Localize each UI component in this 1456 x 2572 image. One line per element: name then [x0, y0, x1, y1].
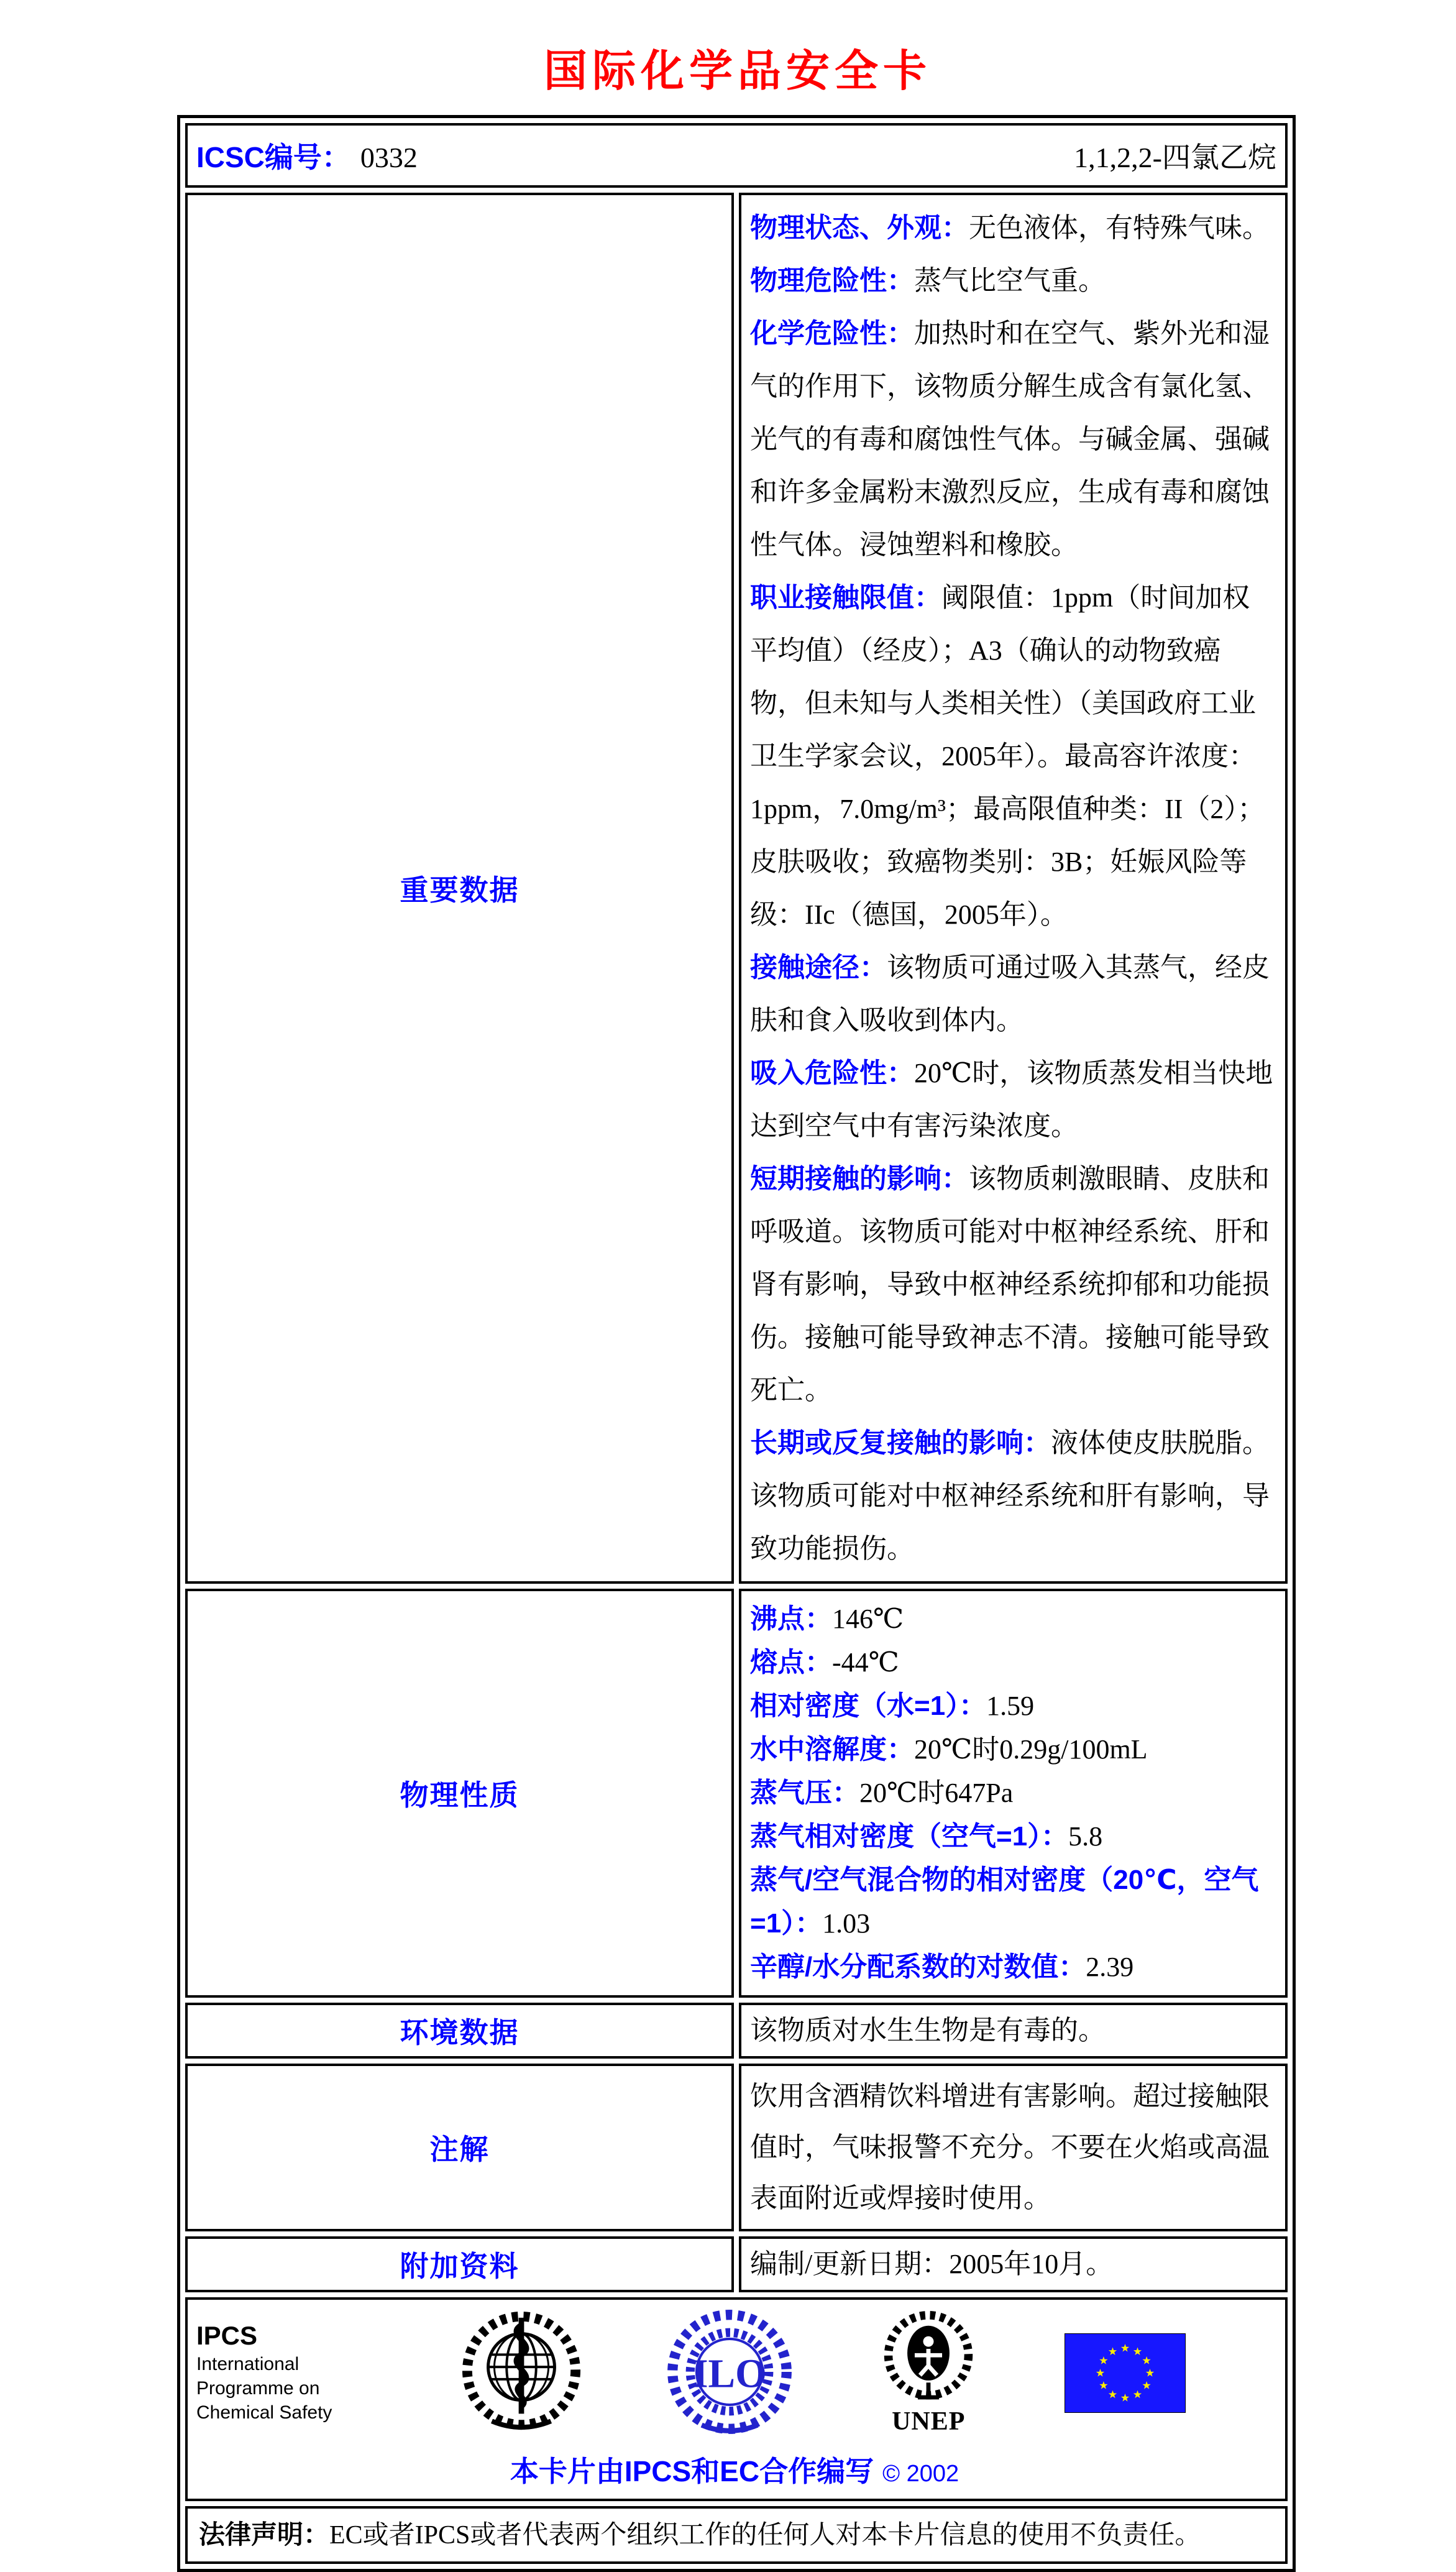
section-label-important-data: 重要数据: [185, 193, 734, 1584]
physical-property-entry: [750, 1728, 1274, 1771]
entry-key: 辛醇/水分配系数的对数值：: [750, 1952, 1086, 1982]
eu-flag-icon: [1065, 2333, 1186, 2413]
legal-statement: [199, 2517, 1274, 2553]
section-content-physical-properties: [739, 1589, 1288, 1998]
entry-key: 蒸气压：: [750, 1778, 859, 1808]
entry-text: 蒸气比空气重。: [914, 265, 1106, 296]
entry-text: 液体使皮肤脱脂。该物质可能对中枢神经系统和肝有影响，导致功能损伤。: [750, 1428, 1270, 1564]
physical-property-entry: [750, 1684, 1274, 1728]
row-additional-info: [185, 2236, 1288, 2292]
icsc-card-table: [177, 115, 1296, 2572]
ipcs-text-block: [196, 2308, 377, 2425]
entry-key: 长期或反复接触的影响：: [750, 1428, 1051, 1458]
entry-text: 该物质可通过吸入其蒸气，经皮肤和食入吸收到体内。: [750, 952, 1270, 1036]
physical-property-entry: [750, 1771, 1274, 1815]
row-legal: [185, 2506, 1288, 2564]
entry-text: 1.59: [986, 1691, 1035, 1721]
entry-text: 无色液体，有特殊气味。: [969, 213, 1270, 243]
physical-property-entry: [750, 1858, 1274, 1945]
section-label-additional-info: 附加资料: [185, 2236, 734, 2292]
row-physical-properties: [185, 1589, 1288, 1998]
entry-key: 蒸气/空气混合物的相对密度（20℃，空气=1）：: [750, 1865, 1259, 1939]
cooperation-caption: [196, 2449, 1273, 2490]
copyright-text: © 2002: [882, 2461, 959, 2487]
ipcs-line-1: International: [196, 2354, 300, 2374]
entry-text: 5.8: [1068, 1821, 1103, 1852]
entry-text: 2.39: [1086, 1952, 1134, 1982]
entry-text: 阈限值：1ppm（时间加权平均值）（经皮）；A3（确认的动物致癌物，但未知与人类相关性）（美国政府工业卫生学家会议，2005年）。最高容许浓度：1ppm，7.0mg/m³；最高限值种类：II（2）；皮肤吸收；致癌物类别：3B；妊娠风险等级：IIc（德国，2005年）。: [750, 582, 1265, 930]
section-content-additional-info: [739, 2236, 1288, 2292]
entry-key: 沸点：: [750, 1604, 832, 1634]
important-data-entry: [750, 1047, 1274, 1152]
section-content-notes: [739, 2064, 1288, 2231]
ipcs-acronym: IPCS: [196, 2321, 258, 2350]
header-cell: [185, 123, 1288, 188]
entry-text: 20℃时，该物质蒸发相当快地达到空气中有害污染浓度。: [750, 1058, 1273, 1141]
entry-key: 化学危险性：: [750, 318, 914, 349]
notes-text: 饮用含酒精饮料增进有害影响。超过接触限值时，气味报警不充分。不要在火焰或高温表面附近或焊接时使用。: [750, 2081, 1270, 2213]
row-logos: [185, 2297, 1288, 2501]
entry-key: 熔点：: [750, 1647, 832, 1678]
header-row: [185, 123, 1288, 188]
physical-property-entry: [750, 1945, 1274, 1989]
entry-text: 加热时和在空气、紫外光和湿气的作用下，该物质分解生成含有氯化氢、光气的有毒和腐蚀性气体。与碱金属、强碱和许多金属粉末激烈反应，生成有毒和腐蚀性气体。浸蚀塑料和橡胶。: [750, 318, 1270, 560]
entry-key: 吸入危险性：: [750, 1058, 914, 1088]
ilo-logo-icon: [666, 2308, 793, 2438]
section-content-environmental-data: [739, 2003, 1288, 2059]
icsc-number-value: 0332: [360, 142, 418, 173]
who-logo-icon: [460, 2309, 583, 2437]
icsc-number-label: ICSC编号：: [196, 141, 350, 173]
page-title: 国际化学品安全卡: [544, 48, 932, 96]
row-environmental-data: [185, 2003, 1288, 2059]
entry-text: -44℃: [832, 1647, 899, 1678]
entry-text: 20℃时647Pa: [859, 1778, 1014, 1808]
environmental-data-text: 该物质对水生生物是有毒的。: [750, 2015, 1106, 2046]
legal-body: EC或者IPCS或者代表两个组织工作的任何人对本卡片信息的使用不负责任。: [329, 2521, 1201, 2550]
entry-key: 水中溶解度：: [750, 1734, 914, 1765]
entry-key: 蒸气相对密度（空气=1）：: [750, 1821, 1069, 1852]
entry-key: 物理状态、外观：: [750, 213, 969, 243]
legal-cell: [185, 2506, 1288, 2564]
section-label-physical-properties: 物理性质: [185, 1589, 734, 1998]
ipcs-line-3: Chemical Safety: [196, 2402, 332, 2423]
entry-key: 接触途径：: [750, 952, 887, 983]
entry-text: 1.03: [822, 1908, 871, 1939]
important-data-entry: [750, 254, 1274, 307]
ipcs-line-2: Programme on: [196, 2378, 320, 2399]
physical-property-entry: [750, 1597, 1274, 1641]
important-data-entry: [750, 941, 1274, 1047]
important-data-entry: [750, 1417, 1274, 1575]
entry-key: 短期接触的影响：: [750, 1164, 969, 1194]
caption-text: 本卡片由IPCS和EC合作编写: [510, 2455, 874, 2487]
important-data-entry: [750, 1152, 1274, 1417]
icsc-number-group: [196, 135, 418, 176]
entry-text: 该物质刺激眼睛、皮肤和呼吸道。该物质可能对中枢神经系统、肝和肾有影响，导致中枢神经系统抑郁和功能损伤。接触可能导致神志不清。接触可能导致死亡。: [750, 1164, 1270, 1405]
section-label-environmental-data: 环境数据: [185, 2003, 734, 2059]
chemical-name: 1,1,2,2-四氯乙烷: [1074, 142, 1276, 173]
entry-text: 20℃时0.29g/100mL: [914, 1734, 1148, 1765]
section-label-notes: 注解: [185, 2064, 734, 2231]
unep-logo-icon: [876, 2311, 981, 2435]
important-data-entry: [750, 201, 1274, 254]
physical-property-entry: [750, 1815, 1274, 1858]
row-important-data: [185, 193, 1288, 1584]
entry-key: 职业接触限值：: [750, 582, 941, 613]
entry-text: 146℃: [832, 1604, 904, 1634]
important-data-entry: [750, 307, 1274, 571]
row-notes: [185, 2064, 1288, 2231]
legal-label: 法律声明：: [199, 2520, 330, 2549]
section-content-important-data: [739, 193, 1288, 1584]
important-data-entry: [750, 571, 1274, 941]
physical-property-entry: [750, 1641, 1274, 1684]
logos-cell: [185, 2297, 1288, 2501]
entry-key: 物理危险性：: [750, 265, 914, 296]
additional-info-text: 编制/更新日期：2005年10月。: [750, 2249, 1114, 2279]
ilo-letters: ILO: [692, 2351, 767, 2397]
entry-key: 相对密度（水=1）：: [750, 1691, 987, 1721]
unep-letters: UNEP: [892, 2407, 966, 2436]
